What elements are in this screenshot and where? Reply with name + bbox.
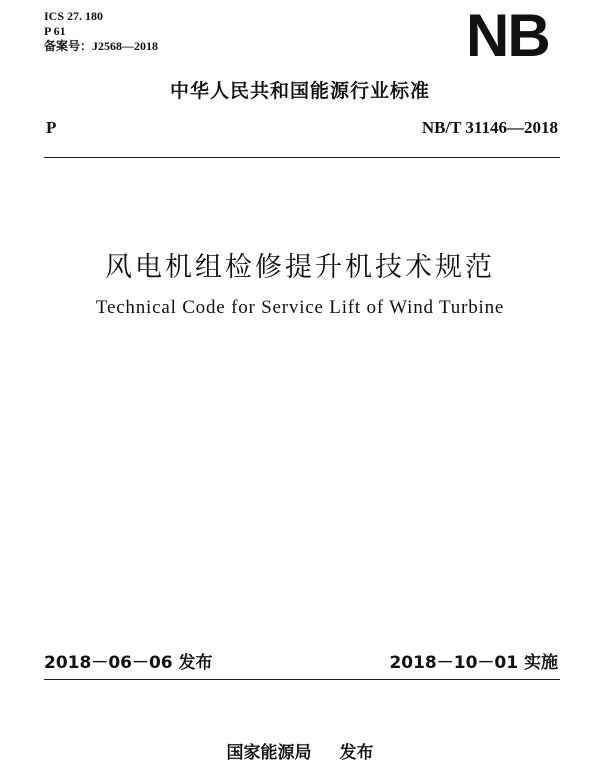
title-chinese: 风电机组检修提升机技术规范 [105, 252, 495, 283]
title-english: Technical Code for Service Lift of Wind Turbine [95, 297, 505, 318]
publisher-line [0, 738, 600, 763]
effective-date: 2018－10－01 实施 [389, 653, 558, 673]
footer-divider [44, 679, 560, 680]
publisher-name: 国家能源局 [226, 743, 312, 763]
record-number: 备案号：J2568—2018 [44, 39, 159, 53]
classification-code: P 61 [44, 24, 66, 38]
header-meta [44, 9, 158, 54]
standard-number: NB/T 31146—2018 [421, 118, 558, 137]
ics-code: ICS 27. 180 [44, 9, 104, 23]
publisher-action: 发布 [339, 743, 374, 763]
standard-organization: 中华人民共和国能源行业标准 [169, 80, 430, 102]
header-divider [44, 157, 560, 158]
class-letter: P [46, 118, 57, 137]
nb-logo: NB [466, 2, 549, 69]
issue-date: 2018－06－06 发布 [44, 653, 213, 673]
